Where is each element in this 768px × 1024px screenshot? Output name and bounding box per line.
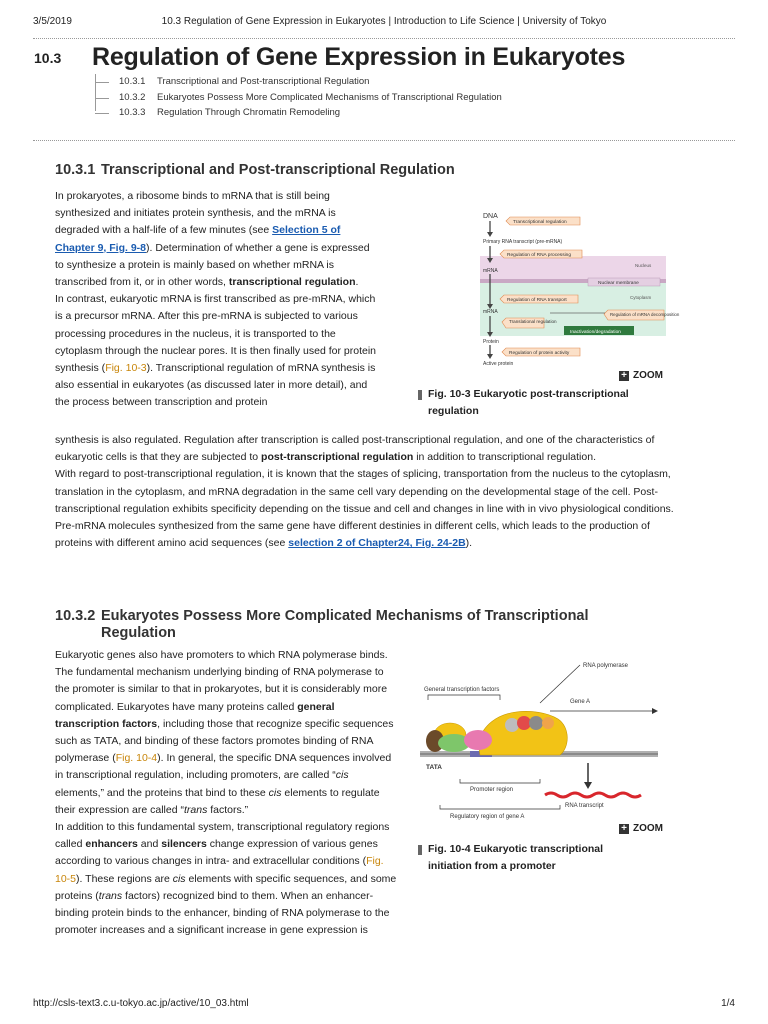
svg-text:General transcription factors: General transcription factors xyxy=(424,687,500,693)
svg-text:mRNA: mRNA xyxy=(483,268,498,274)
section1-paragraph-2: synthesis is also regulated. Regulation after transcription is called post-transcriptional regulation, and one of the characteristics of eukaryotic cells is that they are subjected to post-transcriptional regulation in addition to transcriptional regulation. With regard to post-transcriptional regulation, it is known that the stages of splicing, transportation from the nucleus to the cytoplasm, translation in the cytoplasm, and mRNA degradation in the same cell vary depending on the developmental stage of the cell. Post-transcriptional regulation exhibits specificity depending on the tissue and cell and changes in line with in vivo physiological conditions. Pre-mRNA molecules synthesized from the same gene have different destinies in different cells, which leads to the production of proteins with different amino acid sequences (see selection 2 of Chapter24, Fig. 24-2B). xyxy=(55,434,674,550)
zoom-button-fig-10-3[interactable]: + ZOOM xyxy=(619,370,663,381)
link-selection-5-chapter-9[interactable]: Selection 5 of Chapter 9, Fig. 9-8 xyxy=(55,224,341,254)
svg-text:Translational regulation: Translational regulation xyxy=(509,319,557,324)
svg-text:Regulatory region of gene A: Regulatory region of gene A xyxy=(450,814,525,820)
link-selection-2-chapter-24[interactable]: selection 2 of Chapter24, Fig. 24-2B xyxy=(288,537,466,550)
plus-icon: + xyxy=(619,824,629,834)
toc-item-10-3-1[interactable]: 10.3.1 Transcriptional and Post-transcriptional Regulation xyxy=(95,74,502,90)
figure-10-4-caption: Fig. 10-4 Eukaryotic transcriptional initiation from a promoter xyxy=(418,841,648,875)
svg-text:mRNA: mRNA xyxy=(483,309,498,315)
section-heading-10-3-2: 10.3.2 Eukaryotes Possess More Complicated Mechanisms of Transcriptional Regulation xyxy=(55,608,589,641)
figure-10-3-caption: Fig. 10-3 Eukaryotic post-transcriptional regulation xyxy=(418,386,668,420)
svg-text:Promoter region: Promoter region xyxy=(470,787,514,793)
svg-text:Gene A: Gene A xyxy=(570,699,591,705)
zoom-button-fig-10-4[interactable]: + ZOOM xyxy=(619,823,663,834)
figure-10-4-diagram[interactable] xyxy=(420,655,670,823)
svg-text:Regulation of RNA processing: Regulation of RNA processing xyxy=(507,253,571,258)
print-date: 3/5/2019 xyxy=(33,16,72,27)
svg-text:Active protein: Active protein xyxy=(483,361,514,367)
page-title: Regulation of Gene Expression in Eukaryotes xyxy=(92,43,626,71)
toc-divider xyxy=(33,140,735,141)
svg-text:Inactivation/degradation: Inactivation/degradation xyxy=(570,330,621,335)
svg-text:Primary RNA transcript (pre-mR: Primary RNA transcript (pre-mRNA) xyxy=(483,239,563,245)
toc-item-10-3-3[interactable]: 10.3.3 Regulation Through Chromatin Remodeling xyxy=(95,105,502,121)
svg-text:Nuclear membrane: Nuclear membrane xyxy=(598,281,639,286)
svg-text:Regulation of RNA transport: Regulation of RNA transport xyxy=(507,298,567,303)
section-number: 10.3 xyxy=(34,50,62,66)
svg-text:Protein: Protein xyxy=(483,339,499,345)
print-page-title: 10.3 Regulation of Gene Expression in Eukaryotes | Introduction to Life Science | University of Tokyo xyxy=(161,16,607,27)
svg-text:Regulation of protein activity: Regulation of protein activity xyxy=(509,351,570,356)
header-divider xyxy=(33,38,735,39)
svg-text:Transcriptional regulation: Transcriptional regulation xyxy=(513,220,567,225)
svg-text:RNA transcript: RNA transcript xyxy=(565,803,604,809)
svg-text:Nucleus: Nucleus xyxy=(635,263,652,268)
fig-10-5-reference[interactable]: Fig. 10-5 xyxy=(55,855,384,885)
section2-paragraph-1: Eukaryotic genes also have promoters to which RNA polymerase binds. The fundamental mechanism underlying binding of RNA polymerase to the promoter is similar to that in prokaryotes, but it is considerably more complicated. Eukaryotes have many proteins called general transcription factors, including those that recognize specific sequences such as TATA, and binding of these factors promotes binding of RNA polymerase (Fig. 10-4). In general, the specific DNA sequences involved in transcriptional regulation, including promoters, are called “cis elements,” and the proteins that bind to these cis elements to regulate their expression are called “trans factors.” In addition to this fundamental system, transcriptional regulatory regions called enhancers and silencers change expression of various genes according to various changes in intra- and extracellular conditions (Fig. 10-5). These regions are cis elements with specific sequences, and some proteins (trans factors) recognized bind to them. When an enhancer-binding protein binds to the enhancer, binding of RNA polymerase to the promoter increases and a significant increase in gene expression is xyxy=(55,649,397,937)
section1-paragraph-1: In prokaryotes, a ribosome binds to mRNA that is still being synthesized and initiates protein synthesis, and the mRNA is degraded with a half-life of a few minutes (see Selection 5 of Chapter 9, Fig. 9-8). Determination of whether a gene is expressed to synthesize a protein is mainly based on whether mRNA is transcribed from it, or in other words, transcriptional regulation. In contrast, eukaryotic mRNA is first transcribed as pre-mRNA, which is a precursor mRNA. After this pre-mRNA is subjected to various processing procedures in the nucleus, it is transported to the cytoplasm through the nuclear pores. It is then finally used for protein synthesis (Fig. 10-3). Transcriptional regulation of mRNA synthesis is also essential in eukaryotes (as discussed later in more detail), and the process between transcription and protein xyxy=(55,190,377,409)
print-header xyxy=(33,16,735,30)
print-footer xyxy=(33,998,735,1012)
fig-10-4-reference[interactable]: Fig. 10-4 xyxy=(115,752,158,765)
toc-item-10-3-2[interactable]: 10.3.2 Eukaryotes Possess More Complicated Mechanisms of Transcriptional Regulation xyxy=(95,90,502,106)
figure-10-3-diagram[interactable] xyxy=(480,206,680,367)
svg-text:Regulation of mRNA decompositi: Regulation of mRNA decomposition xyxy=(610,312,680,317)
label-dna: DNA xyxy=(483,213,498,220)
svg-text:Cytoplasm: Cytoplasm xyxy=(630,295,652,300)
svg-text:TATA: TATA xyxy=(426,764,442,771)
page-count: 1/4 xyxy=(721,998,735,1009)
nucleus-region xyxy=(480,256,666,280)
page-url: http://csls-text3.c.u-tokyo.ac.jp/active/10_03.html xyxy=(33,998,249,1009)
svg-text:RNA polymerase: RNA polymerase xyxy=(583,663,629,669)
plus-icon: + xyxy=(619,371,629,381)
section-heading-10-3-1: 10.3.1 Transcriptional and Post-transcriptional Regulation xyxy=(55,162,455,178)
table-of-contents xyxy=(95,74,502,121)
fig-10-3-reference[interactable]: Fig. 10-3 xyxy=(105,362,147,375)
